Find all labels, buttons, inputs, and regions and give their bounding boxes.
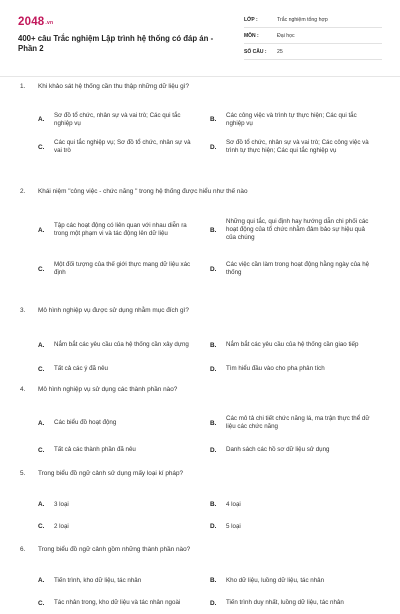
option-b[interactable] — [210, 570, 370, 591]
option-letter: A. — [38, 226, 45, 234]
option-letter: D. — [210, 265, 217, 273]
option-row — [0, 331, 400, 359]
option-c[interactable] — [38, 359, 198, 379]
option-b[interactable] — [210, 212, 370, 248]
question-text: Mô hình nghiệp vụ được sử dụng nhằm mục đích gì? — [38, 307, 189, 314]
question-stem — [0, 386, 400, 410]
meta-row-class — [244, 12, 382, 28]
meta-value: Đại học — [277, 32, 295, 39]
option-b[interactable] — [210, 410, 370, 436]
option-letter: B. — [210, 341, 217, 349]
question-2 — [0, 188, 400, 297]
meta-key: SỐ CÂU : — [244, 48, 267, 55]
meta-key: LỚP : — [244, 16, 258, 23]
question-number: 2. — [20, 188, 26, 195]
option-row — [0, 212, 400, 256]
option-letter: C. — [38, 365, 45, 373]
question-number: 5. — [20, 470, 26, 477]
question-1 — [0, 83, 400, 163]
option-letter: B. — [210, 501, 217, 508]
option-letter: C. — [38, 265, 45, 273]
logo-text: 2048 — [18, 16, 45, 28]
option-a[interactable] — [38, 570, 198, 591]
option-letter: C. — [38, 599, 45, 607]
logo-suffix: .vn — [45, 20, 54, 26]
meta-value: 25 — [277, 48, 283, 55]
option-text: Danh sách các hồ sơ dữ liệu sử dụng — [226, 446, 330, 453]
question-stem — [0, 546, 400, 570]
option-text: Nắm bắt các yêu cầu của hệ thống cần xây dựng — [54, 341, 189, 348]
option-a[interactable] — [38, 331, 198, 359]
option-text: Các mô tả chi tiết chức năng lá, ma trận thực thể dữ liệu các chức năng — [226, 415, 370, 430]
option-row — [0, 440, 400, 460]
quiz-meta — [244, 12, 382, 60]
option-d[interactable] — [210, 359, 370, 379]
option-row — [0, 132, 400, 162]
question-stem — [0, 188, 400, 212]
option-text: Một đối tượng của thế giới thực mang dữ liệu xác định — [54, 261, 191, 276]
option-letter: A. — [38, 577, 45, 584]
question-5 — [0, 470, 400, 530]
question-number: 1. — [20, 83, 26, 90]
question-stem — [0, 307, 400, 331]
option-c[interactable] — [38, 440, 198, 460]
option-text: Tất cả các ý đã nêu — [54, 365, 108, 372]
option-text: 2 loại — [54, 522, 69, 530]
option-text: Các qui tắc nghiệp vụ; Sơ đồ tổ chức, nhân sự và vai trò — [54, 139, 191, 154]
option-text: Tiến trình duy nhất, luồng dữ liệu, tác nhân — [226, 599, 344, 606]
option-row — [0, 359, 400, 379]
header-divider — [0, 76, 400, 77]
option-text: Kho dữ liệu, luồng dữ liệu, tác nhân — [226, 576, 325, 584]
option-b[interactable] — [210, 494, 370, 515]
option-row — [0, 256, 400, 282]
option-text: 5 loại — [226, 522, 241, 530]
option-letter: B. — [210, 116, 217, 123]
option-letter: D. — [210, 446, 217, 454]
option-letter: B. — [210, 419, 217, 427]
option-text: Tập các hoạt động có liên quan với nhau diễn ra trong một phạm vi và tác động lên dữ liệu — [54, 222, 187, 237]
option-letter: A. — [38, 419, 45, 427]
option-text: Những qui tắc, qui định hay hướng dẫn chi phối các hoạt động của tổ chức nhằm đảm bảo sự hiệu quả của chúng — [226, 218, 369, 241]
question-list — [0, 83, 400, 612]
option-text: Tất cả các thành phần đã nêu — [54, 446, 136, 453]
option-letter: A. — [38, 341, 45, 349]
option-c[interactable] — [38, 592, 198, 614]
option-letter: C. — [38, 446, 45, 454]
option-letter: A. — [38, 501, 45, 508]
question-number: 3. — [20, 307, 26, 314]
question-3 — [0, 307, 400, 373]
option-letter: A. — [38, 116, 45, 123]
option-d[interactable] — [210, 440, 370, 460]
option-a[interactable] — [38, 212, 198, 248]
option-row — [0, 592, 400, 614]
question-text: Khái niệm "công việc - chức năng " trong hệ thống được hiểu như thế nào — [38, 188, 248, 195]
option-b[interactable] — [210, 107, 370, 132]
option-text: Các việc cần làm trong hoạt động hằng ngày của hệ thống — [226, 261, 370, 276]
option-letter: B. — [210, 226, 217, 234]
option-text: Sơ đồ tổ chức, nhân sự và vai trò; Các công việc và trình tự thực hiện; Các qui tắc nghiệp vụ — [226, 139, 369, 154]
question-text: Trong biểu đồ ngữ cảnh gồm những thành phần nào? — [38, 546, 191, 553]
option-text: Tác nhân trong, kho dữ liệu và tác nhân ngoài — [54, 599, 181, 606]
option-letter: D. — [210, 523, 217, 530]
option-letter: C. — [38, 523, 45, 530]
question-number: 6. — [20, 546, 26, 553]
question-4 — [0, 386, 400, 454]
meta-value: Trắc nghiệm tổng hợp — [277, 16, 328, 23]
meta-key: MÔN : — [244, 32, 259, 39]
option-row — [0, 516, 400, 537]
option-row — [0, 107, 400, 132]
option-text: Nắm bắt các yêu cầu của hệ thống cần giao tiếp — [226, 341, 359, 348]
option-row — [0, 494, 400, 516]
option-d[interactable] — [210, 256, 370, 282]
question-number: 4. — [20, 386, 26, 393]
option-a[interactable] — [38, 107, 198, 132]
option-letter: D. — [210, 365, 217, 373]
option-text: Tìm hiểu đầu vào cho pha phân tích — [226, 365, 325, 372]
question-6 — [0, 546, 400, 612]
option-letter: B. — [210, 577, 217, 584]
option-d[interactable] — [210, 592, 370, 614]
question-text: Trong biểu đồ ngữ cảnh sử dụng mấy loại kí pháp? — [38, 470, 184, 477]
option-b[interactable] — [210, 331, 370, 359]
option-row — [0, 410, 400, 440]
option-letter: D. — [210, 143, 217, 151]
option-letter: D. — [210, 599, 217, 607]
option-d[interactable] — [210, 132, 370, 162]
option-text: Các biểu đồ hoạt động — [54, 419, 117, 426]
option-text: Tiến trình, kho dữ liệu, tác nhân — [54, 576, 142, 584]
option-c[interactable] — [38, 132, 198, 162]
question-text: Mô hình nghiệp vụ sử dụng các thành phần nào? — [38, 386, 178, 393]
question-stem — [0, 470, 400, 494]
option-text: Sơ đồ tổ chức, nhân sự và vai trò; Các qui tắc nghiệp vụ — [54, 111, 181, 127]
question-text: Khi khảo sát hệ thống cần thu thập những dữ liệu gì? — [38, 83, 190, 90]
site-logo[interactable] — [18, 16, 53, 28]
option-d[interactable] — [210, 516, 370, 537]
option-text: 4 loại — [226, 500, 241, 508]
option-a[interactable] — [38, 410, 198, 436]
meta-row-count — [244, 44, 382, 60]
question-stem — [0, 83, 400, 107]
option-letter: C. — [38, 143, 45, 151]
option-a[interactable] — [38, 494, 198, 515]
option-text: Các công việc và trình tự thực hiện; Các qui tắc nghiệp vụ — [226, 111, 357, 127]
option-text: 3 loại — [54, 500, 69, 508]
option-row — [0, 570, 400, 592]
option-c[interactable] — [38, 516, 198, 537]
page-header — [18, 12, 382, 64]
page-title: 400+ câu Trắc nghiệm Lập trình hệ thống có đáp án - Phần 2 — [18, 34, 214, 53]
meta-row-subject — [244, 28, 382, 44]
option-c[interactable] — [38, 256, 198, 282]
